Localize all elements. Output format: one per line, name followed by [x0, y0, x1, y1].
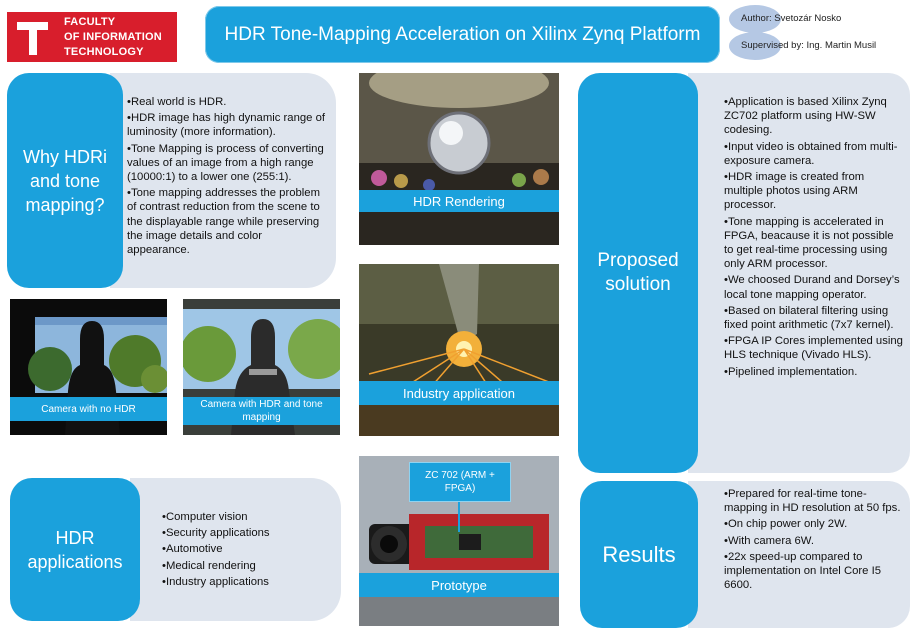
- list-item: • Based on bilateral filtering using fixed point arithmetic (7x7 kernel).: [724, 304, 904, 332]
- why-heading: Why HDRi and tone mapping?: [7, 73, 123, 288]
- poster-title: HDR Tone-Mapping Acceleration on Xilinx Zynq Platform: [205, 6, 720, 63]
- industry-photo: [359, 264, 559, 436]
- applications-bullet-list: [162, 510, 337, 591]
- list-item: • Tone Mapping is process of converting values of an image from a high range (10000:1) to a lower one (255:1).: [127, 142, 327, 185]
- hdr-rendering-caption: HDR Rendering: [359, 190, 559, 212]
- list-item: • With camera 6W.: [724, 534, 904, 548]
- zc702-arrow: [458, 502, 460, 532]
- logo-text: [64, 15, 162, 60]
- list-item: • 22x speed-up compared to implementation on Intel Core I5 6600.: [724, 550, 904, 593]
- hdr-rendering-photo: [359, 73, 559, 245]
- industry-image: [359, 264, 559, 436]
- no-hdr-caption: Camera with no HDR: [10, 397, 167, 421]
- results-heading: Results: [580, 481, 698, 628]
- faculty-logo-mark: [7, 12, 60, 62]
- list-item: • Application is based Xilinx Zynq ZC702 platform using HW-SW codesing.: [724, 95, 904, 138]
- with-hdr-caption: Camera with HDR and tone mapping: [183, 397, 340, 425]
- proposed-heading: Proposed solution: [578, 73, 698, 473]
- list-item: • We choosed Durand and Dorsey’s local tone mapping operator.: [724, 273, 904, 301]
- logo-line: FACULTY: [64, 16, 116, 28]
- list-item: • Medical rendering: [162, 559, 337, 573]
- list-item: • On chip power only 2W.: [724, 517, 904, 531]
- zc702-label: ZC 702 (ARM + FPGA): [409, 462, 511, 502]
- prototype-caption: Prototype: [359, 573, 559, 597]
- applications-heading: HDR applications: [10, 478, 140, 621]
- results-text-panel: [688, 481, 910, 628]
- industry-caption: Industry application: [359, 381, 559, 405]
- list-item: • Tone mapping addresses the problem of contrast reduction from the scene to the displayable range while preserving the image details and color appearance.: [127, 186, 327, 257]
- logo-line: TECHNOLOGY: [64, 46, 144, 58]
- list-item: • Pipelined implementation.: [724, 365, 904, 379]
- list-item: • Prepared for real-time tone-mapping in HD resolution at 50 fps.: [724, 487, 904, 515]
- proposed-bullet-list: [724, 95, 904, 381]
- applications-text-panel: [130, 478, 341, 621]
- list-item: • Tone mapping is accelerated in FPGA, beacause it is not possible to get real-time processing using only ARM processor.: [724, 215, 904, 272]
- list-item: • HDR image is created from multiple photos using ARM processor.: [724, 170, 904, 213]
- no-hdr-photo: [10, 299, 167, 435]
- list-item: • Real world is HDR.: [127, 95, 327, 109]
- faculty-logo: [7, 12, 177, 62]
- proposed-text-panel: [688, 73, 910, 473]
- prototype-photo: [359, 456, 559, 626]
- results-bullet-list: [724, 487, 904, 594]
- hdr-rendering-image: [359, 73, 559, 245]
- list-item: • Computer vision: [162, 510, 337, 524]
- list-item: • FPGA IP Cores implemented using HLS technique (Vivado HLS).: [724, 334, 904, 362]
- author-text: Author: Svetozár Nosko: [741, 13, 842, 24]
- list-item: • Automotive: [162, 542, 337, 556]
- list-item: • Security applications: [162, 526, 337, 540]
- logo-line: OF INFORMATION: [64, 31, 162, 43]
- with-hdr-photo: [183, 299, 340, 435]
- why-text-panel: [110, 73, 336, 288]
- supervisor-text: Supervised by: Ing. Martin Musil: [741, 40, 877, 51]
- list-item: • Industry applications: [162, 575, 337, 589]
- list-item: • Input video is obtained from multi-exposure camera.: [724, 140, 904, 168]
- why-bullet-list: [127, 95, 327, 259]
- list-item: • HDR image has high dynamic range of luminosity (more information).: [127, 111, 327, 139]
